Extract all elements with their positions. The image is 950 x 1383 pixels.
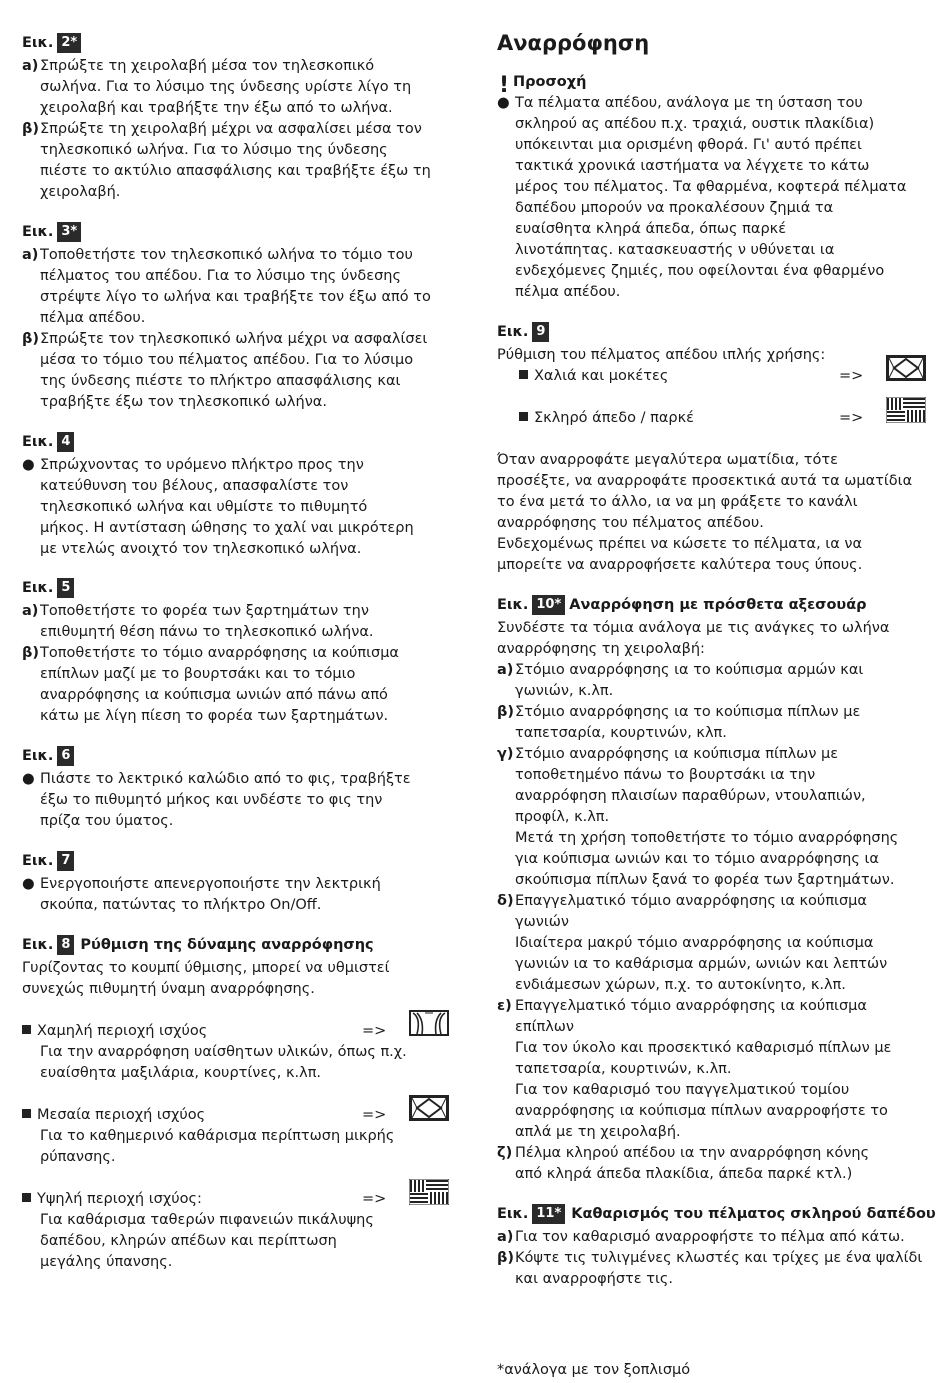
section-5-header: Εικ. 5 <box>22 578 74 599</box>
step-a: a) Στόμιο αναρρόφησης ια το κούπισμα αρμών και <box>497 662 864 678</box>
text-line: ευαίσθητα μαξιλάρια, κουρτίνες, κ.λπ. <box>40 1065 322 1081</box>
square-bullet-icon <box>22 1109 31 1118</box>
text-line: μέρος του πέλματος. Τα φθαρμένα, κοφτερά πέλματα <box>515 179 907 195</box>
text-line: για κούπισμα ωνιών και το τόμιο αναρρόφησης ια <box>515 851 879 867</box>
text-line: αναρρόφησης ια κούπισμα ωνιών από πάνω από <box>40 687 388 703</box>
text-line: αναρρόφησης του πέλματος απέδου. <box>497 515 764 531</box>
text-line: ταπετσαρία, κουρτινών, κλπ. <box>515 725 727 741</box>
fig-badge: 2* <box>57 33 81 53</box>
fig-badge: 4 <box>57 432 74 452</box>
text-line: υπόκεινται μια ορισμένη φθορά. Γι' αυτό πρέπει <box>515 137 862 153</box>
bullet-icon: ● <box>497 95 510 111</box>
square-bullet-icon <box>519 370 528 379</box>
text-line: μεγάλης ύπανσης. <box>40 1254 173 1270</box>
text-line: Ιδιαίτερα μακρύ τόμιο αναρρόφησης ια κούπισμα <box>515 935 874 951</box>
floor-setting-hardfloor: Σκληρό άπεδο / παρκέ <box>519 408 694 429</box>
step-d: δ)Επαγγελματικό τόμιο αναρρόφησης ια κούπισμα <box>497 893 867 909</box>
text-line: αναρρόφηση πλαισίων παραθύρων, ντουλαπιών, <box>515 788 866 804</box>
text-line: δαπέδου, κληρών απέδων και περίπτωση <box>40 1233 337 1249</box>
curtain-icon <box>409 1010 449 1036</box>
text-line: Μετά τη χρήση τοποθετήστε το τόμιο αναρρόφησης <box>515 830 899 846</box>
text-line: χειρολαβή. <box>40 184 121 200</box>
section-3-header: Εικ. 3* <box>22 222 81 243</box>
text-line: Για τον καθαρισμό του παγγελματικού τομίου <box>515 1082 850 1098</box>
carpet-icon <box>409 1095 449 1121</box>
square-bullet-icon <box>519 412 528 421</box>
step-b: β)Σπρώξτε τον τηλεσκοπικό ωλήνα μέχρι να ασφαλίσει <box>22 331 428 347</box>
text-line: τοποθετημένο πάνω το βουρτσάκι ια την <box>515 767 816 783</box>
text-line: αναρρόφησης τη χειρολαβή: <box>497 641 705 657</box>
floor-setting-carpet: Χαλιά και μοκέτες <box>519 366 668 387</box>
fig-badge: 9 <box>532 322 549 342</box>
arrow: => <box>839 410 864 426</box>
step-a: a) Σπρώξτε τη χειρολαβή μέσα τον τηλεσκοπικό <box>22 58 375 74</box>
section-2-header: Εικ. 2* <box>22 33 81 54</box>
text-line: μπορείτε να αναρροφήσετε καλύτερα τους ύπους. <box>497 557 863 573</box>
fig-badge: 11* <box>532 1204 565 1224</box>
step-a: a) Τοποθετήστε το φορέα των ξαρτημάτων την <box>22 603 369 619</box>
step-f: ζ) Πέλμα κληρού απέδου ια την αναρρόφηση κόνης <box>497 1145 870 1161</box>
section-6-header: Εικ. 6 <box>22 746 74 767</box>
text-line: πρίζα του ύματος. <box>40 813 174 829</box>
text-line: ενδιάμεσων χώρων, π.χ. το αυτοκίνητο, κ.λπ. <box>515 977 846 993</box>
step-e: ε) Επαγγελματικό τόμιο αναρρόφησης ια κούπισμα <box>497 998 867 1014</box>
power-level-high: Υψηλή περιοχή ισχύος: <box>22 1189 202 1210</box>
section-heading: Ρύθμιση της δύναμης αναρρόφησης <box>80 937 374 953</box>
text-line: σκούπα, πατώντας το πλήκτρο On/Off. <box>40 897 322 913</box>
text-line: αναρρόφησης ια κούπισμα πίπλων αναρροφήστε το <box>515 1103 888 1119</box>
page-title: Αναρρόφηση <box>497 31 650 55</box>
text-line: Για τον ύκολο και προσεκτικό καθαρισμό πίπλων με <box>515 1040 892 1056</box>
text-line: και αναρροφήστε τις. <box>515 1271 673 1287</box>
text-line: συνεχώς πιθυμητή ύναμη αναρρόφησης. <box>22 981 315 997</box>
text-line: κατεύθυνση του βέλους, απασφαλίστε τον <box>40 478 349 494</box>
text-line: ενδεχόμενες ζημιές, που οφείλονται ένα φθαρμένο <box>515 263 885 279</box>
text-line: γωνιών <box>515 914 569 930</box>
text-line: πέλματος του απέδου. Για το λύσιμο της ύνδεσης <box>40 268 401 284</box>
text-line: Ρύθμιση του πέλματος απέδου ιπλής χρήσης: <box>497 347 826 363</box>
bullet-item: ● Τα πέλματα απέδου, ανάλογα με τη ύσταση του <box>497 95 863 111</box>
bullet-item: ● Πιάστε το λεκτρικό καλώδιο από το φις, τραβήξτε <box>22 771 411 787</box>
step-b: β)Σπρώξτε τη χειρολαβή μέχρι να ασφαλίσει μέσα τον <box>22 121 422 137</box>
text-line: προσέξτε, να αναρροφάτε προσεκτικά αυτά τα ωματίδια <box>497 473 913 489</box>
carpet-icon <box>886 355 926 381</box>
section-4-header: Εικ. 4 <box>22 432 74 453</box>
text-line: Για καθάρισμα ταθερών πιφανειών πικάλυψης <box>40 1212 374 1228</box>
section-9-header: Εικ. 9 <box>497 322 549 343</box>
fig-badge: 10* <box>532 595 565 615</box>
power-level-low: Χαμηλή περιοχή ισχύος <box>22 1021 207 1042</box>
text-line: μήκος. Η αντίσταση ώθησης το χαλί ναι μικρότερη <box>40 520 414 536</box>
section-heading: Αναρρόφηση με πρόσθετα αξεσουάρ <box>569 597 867 613</box>
bullet-icon: ● <box>22 876 35 892</box>
text-line: Για την αναρρόφηση υαίσθητων υλικών, όπως π.χ. <box>40 1044 407 1060</box>
fig-badge: 6 <box>57 746 74 766</box>
text-line: επίπλων μαζί με το βουρτσάκι και το τόμιο <box>40 666 356 682</box>
text-line: σκληρού ας απέδου π.χ. τραχιά, ουστικ πλακίδια) <box>515 116 875 132</box>
text-line: προφίλ, κ.λπ. <box>515 809 610 825</box>
arrow: => <box>362 1023 387 1039</box>
text-line: Ενδεχομένως πρέπει να κώσετε το πέλματα, ια να <box>497 536 863 552</box>
bullet-icon: ● <box>22 457 35 473</box>
text-line: ταπετσαρία, κουρτινών, κ.λπ. <box>515 1061 732 1077</box>
text-line: ευαίσθητα κληρά άπεδα, όπως παρκέ <box>515 221 787 237</box>
section-heading: Καθαρισμός του πέλματος σκληρού δαπέδου <box>571 1206 936 1222</box>
section-8-header: Εικ. 8 Ρύθμιση της δύναμης αναρρόφησης <box>22 937 374 953</box>
arrow: => <box>362 1191 387 1207</box>
section-7-header: Εικ. 7 <box>22 851 74 872</box>
text-line: το ένα μετά το άλλο, ια να μη φράξετε το κανάλι <box>497 494 858 510</box>
fig-badge: 7 <box>57 851 74 871</box>
text-line: πιέστε το ακτύλιο απασφάλισης και τραβήξτε έξω τη <box>40 163 431 179</box>
step-a: a) Για τον καθαρισμό αναρροφήστε το πέλμα από κάτω. <box>497 1229 905 1245</box>
text-line: τηλεσκοπικό ωλήνα. Για το λύσιμο της ύνδεσης <box>40 142 388 158</box>
text-line: Για το καθημερινό καθάρισμα περίπτωση μικρής <box>40 1128 395 1144</box>
text-line: στρέψτε λίγο το ωλήνα και τραβήξτε τον έξω από το <box>40 289 431 305</box>
text-line: επιθυμητή θέση πάνω το τηλεσκοπικό ωλήνα. <box>40 624 374 640</box>
text-line: κάτω με λίγη πίεση το φορέα των ξαρτημάτων. <box>40 708 389 724</box>
text-line: γωνιών ια το καθάρισμα αρμών, ωνιών και λεπτών <box>515 956 888 972</box>
section-11-header: Εικ. 11* Καθαρισμός του πέλματος σκληρού δαπέδου <box>497 1206 936 1222</box>
text-line: επίπλων <box>515 1019 575 1035</box>
text-line: σωλήνα. Για το λύσιμο της ύνδεσης υρίστε λίγο τη <box>40 79 412 95</box>
text-line: απλά με τη χειρολαβή. <box>515 1124 681 1140</box>
step-b: β)Τοποθετήστε το τόμιο αναρρόφησης ια κούπισμα <box>22 645 399 661</box>
step-c: γ)Στόμιο αναρρόφησης ια κούπισμα πίπλων με <box>497 746 839 762</box>
warning-icon: ! <box>499 73 510 98</box>
footnote: *ανάλογα με τον ξοπλισμό <box>497 1362 691 1378</box>
hardfloor-icon <box>409 1179 449 1205</box>
text-line: Συνδέστε τα τόμια ανάλογα με τις ανάγκες το ωλήνα <box>497 620 890 636</box>
bullet-item: ● Σπρώχνοντας το υρόμενο πλήκτρο προς την <box>22 457 364 473</box>
text-line: χειρολαβή και τραβήξτε την έξω από το ωλήνα. <box>40 100 393 116</box>
text-line: γωνιών, κ.λπ. <box>515 683 614 699</box>
fig-badge: 8 <box>57 935 74 955</box>
bullet-icon: ● <box>22 771 35 787</box>
arrow: => <box>362 1107 387 1123</box>
text-line: πέλμα απέδου. <box>515 284 621 300</box>
bullet-item: ● Ενεργοποιήστε απενεργοποιήστε την λεκτρική <box>22 876 381 892</box>
text-line: τραβήξτε έξω τον τηλεσκοπικό ωλήνα. <box>40 394 327 410</box>
text-line: σκούπισμα πίπλων ξανά το φορέα των ξαρτημάτων. <box>515 872 895 888</box>
text-line: τηλεσκοπικό ωλήνα και υθμίστε το πιθυμητό <box>40 499 368 515</box>
arrow: => <box>839 368 864 384</box>
text-line: από κληρά άπεδα πλακίδια, άπεδα παρκέ κτλ.) <box>515 1166 853 1182</box>
fig-badge: 3* <box>57 222 81 242</box>
caution-heading: Προσοχή <box>513 74 587 90</box>
text-line: Όταν αναρροφάτε μεγαλύτερα ωματίδια, τότε <box>497 452 838 468</box>
fig-badge: 5 <box>57 578 74 598</box>
text-line: με ντελώς ανοιχτό τον τηλεσκοπικό ωλήνα. <box>40 541 362 557</box>
text-line: λινοτάπητας. κατασκευαστής ν υθύνεται ια <box>515 242 835 258</box>
section-10-header: Εικ. 10* Αναρρόφηση με πρόσθετα αξεσουάρ <box>497 597 867 613</box>
text-line: ρύπανσης. <box>40 1149 116 1165</box>
text-line: έξω το πιθυμητό μήκος και υνδέστε το φις την <box>40 792 383 808</box>
text-line: μέσα το τόμιο του πέλματος απέδου. Για το λύσιμο <box>40 352 414 368</box>
square-bullet-icon <box>22 1025 31 1034</box>
step-a: a) Τοποθετήστε τον τηλεσκοπικό ωλήνα το τόμιο του <box>22 247 413 263</box>
text-line: δαπέδου μπορούν να προκαλέσουν ζημιά τα <box>515 200 834 216</box>
text-line: της ύνδεσης πιέστε το πλήκτρο απασφάλισης και <box>40 373 401 389</box>
text-line: Γυρίζοντας το κουμπί ύθμισης, μπορεί να υθμιστεί <box>22 960 390 976</box>
step-b: β)Στόμιο αναρρόφησης ια το κούπισμα πίπλων με <box>497 704 861 720</box>
text-line: πέλμα απέδου. <box>40 310 146 326</box>
step-b: β)Κόψτε τις τυλιγμένες κλωστές και τρίχες με ένα ψαλίδι <box>497 1250 923 1266</box>
text-line: τακτικά χρονικά ιαστήματα να λέγχετε το κάτω <box>515 158 870 174</box>
hardfloor-icon <box>886 397 926 423</box>
square-bullet-icon <box>22 1193 31 1202</box>
power-level-medium: Μεσαία περιοχή ισχύος <box>22 1105 205 1126</box>
